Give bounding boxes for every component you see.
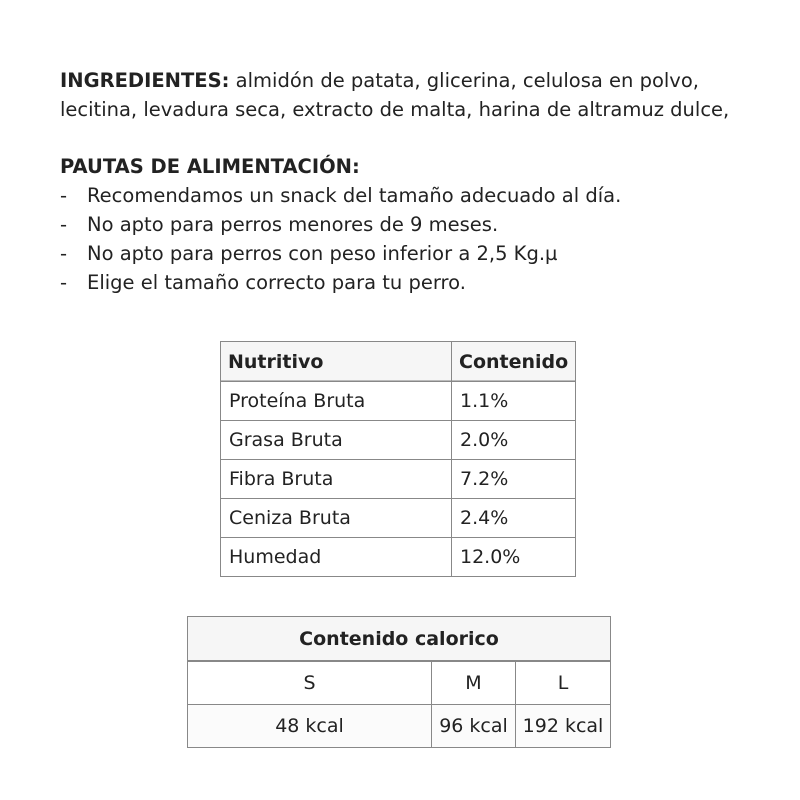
feeding-item-text: No apto para perros menores de 9 meses. <box>87 213 499 236</box>
feeding-item-text: No apto para perros con peso inferior a 2,5 Kg.µ <box>87 242 558 265</box>
size-medium: M <box>432 661 516 705</box>
nutrition-table <box>220 341 576 577</box>
nutrient-value: 2.4% <box>452 499 576 538</box>
list-item <box>60 210 760 239</box>
nutrient-name: Humedad <box>221 538 452 577</box>
nutrient-value: 2.0% <box>452 421 576 460</box>
dash-marker: - <box>60 271 68 294</box>
dash-marker: - <box>60 242 68 265</box>
kcal-medium: 96 kcal <box>432 705 516 748</box>
dash-marker: - <box>60 184 68 207</box>
feeding-list <box>60 181 760 297</box>
nutrient-name: Ceniza Bruta <box>221 499 452 538</box>
nutrient-value: 1.1% <box>452 382 576 421</box>
table-header-row <box>221 342 576 382</box>
nutrient-name: Fibra Bruta <box>221 460 452 499</box>
size-large: L <box>516 661 611 705</box>
kcal-small: 48 kcal <box>188 705 432 748</box>
list-item <box>60 239 760 268</box>
table-row <box>188 661 611 705</box>
list-item <box>60 181 760 210</box>
table-row <box>221 499 576 538</box>
feeding-item-text: Elige el tamaño correcto para tu perro. <box>87 271 466 294</box>
ingredients-text: almidón de patata, glicerina, celulosa en polvo, lecitina, levadura seca, extracto de malta, harina de altramuz dulce, <box>60 69 730 121</box>
column-header-nutrient: Nutritivo <box>221 342 452 382</box>
nutrient-name: Grasa Bruta <box>221 421 452 460</box>
size-small: S <box>188 661 432 705</box>
table-row <box>221 382 576 421</box>
calorie-table <box>187 616 611 748</box>
column-header-content: Contenido <box>452 342 576 382</box>
dash-marker: - <box>60 213 68 236</box>
kcal-large: 192 kcal <box>516 705 611 748</box>
calorie-table-title: Contenido calorico <box>188 617 611 662</box>
table-header-row <box>188 617 611 662</box>
table-row <box>221 460 576 499</box>
nutrient-value: 7.2% <box>452 460 576 499</box>
nutrient-value: 12.0% <box>452 538 576 577</box>
table-row <box>188 705 611 748</box>
list-item <box>60 268 760 297</box>
ingredients-label: INGREDIENTES: <box>60 69 230 92</box>
feeding-item-text: Recomendamos un snack del tamaño adecuado al día. <box>87 184 622 207</box>
nutrient-name: Proteína Bruta <box>221 382 452 421</box>
table-row <box>221 538 576 577</box>
feeding-title: PAUTAS DE ALIMENTACIÓN: <box>60 155 360 178</box>
ingredients-paragraph <box>60 66 760 124</box>
table-row <box>221 421 576 460</box>
product-description <box>60 66 760 297</box>
